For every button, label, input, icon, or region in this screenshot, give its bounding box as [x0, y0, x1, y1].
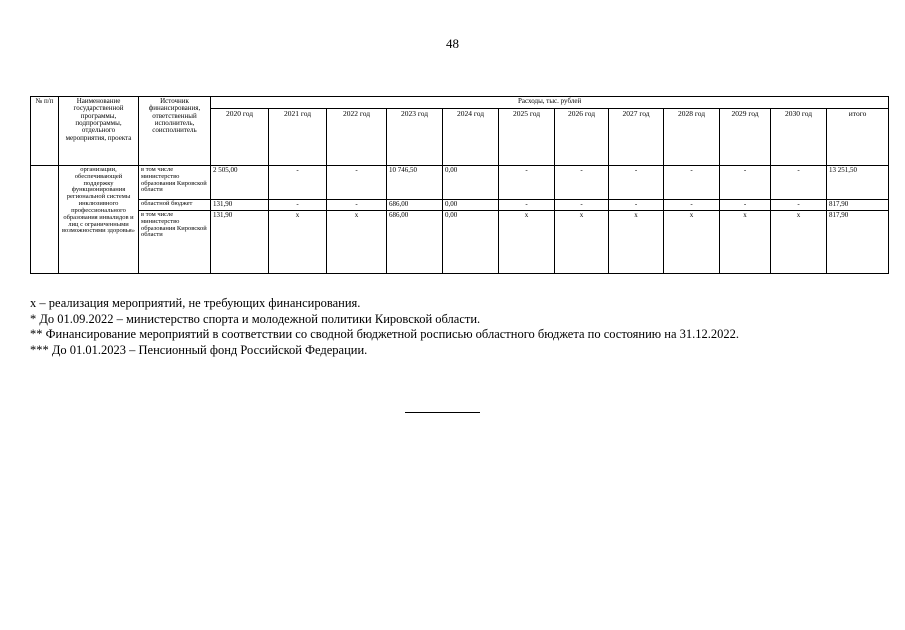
year-header: 2024 год	[443, 109, 499, 166]
year-header: 2021 год	[269, 109, 327, 166]
source-cell: областной бюджет	[139, 200, 211, 211]
value-cell: 686,00	[387, 211, 443, 274]
value-cell: 0,00	[443, 211, 499, 274]
header-num: № п/п	[31, 97, 59, 166]
footnote-3: *** До 01.01.2023 – Пенсионный фонд Российской Федерации.	[30, 342, 368, 357]
value-cell: x	[664, 211, 720, 274]
value-cell: -	[327, 200, 387, 211]
header-expenses: Расходы, тыс. рублей	[211, 97, 889, 109]
total-cell: 817,90	[827, 211, 889, 274]
header-name: Наименование государственной программы, подпрограммы, отдельного мероприятия, проекта	[59, 97, 139, 166]
year-header: 2029 год	[720, 109, 771, 166]
value-cell: -	[609, 166, 664, 200]
table-row	[31, 200, 889, 211]
budget-table	[30, 96, 889, 274]
value-cell: -	[269, 166, 327, 200]
value-cell: -	[609, 200, 664, 211]
value-cell: 0,00	[443, 166, 499, 200]
value-cell: x	[609, 211, 664, 274]
year-header: 2020 год	[211, 109, 269, 166]
value-cell: -	[664, 200, 720, 211]
value-cell: -	[555, 166, 609, 200]
value-cell: x	[771, 211, 827, 274]
value-cell: -	[720, 166, 771, 200]
total-cell: 817,90	[827, 200, 889, 211]
value-cell: 0,00	[443, 200, 499, 211]
value-cell: -	[771, 200, 827, 211]
header-source: Источник финансирования, ответственный исполнитель, соисполнитель	[139, 97, 211, 166]
year-header: 2022 год	[327, 109, 387, 166]
year-header: 2023 год	[387, 109, 443, 166]
num-cell	[31, 166, 59, 274]
year-header: 2030 год	[771, 109, 827, 166]
value-cell: 686,00	[387, 200, 443, 211]
program-name-cell: организации, обеспечивающей поддержку функционирования региональной системы инклюзивного профессионального образования инвалидов и лиц с ограниченными возможностями здоровья»	[59, 166, 139, 274]
value-cell: -	[327, 166, 387, 200]
value-cell: -	[771, 166, 827, 200]
value-cell: -	[499, 200, 555, 211]
source-cell: в том числе министерство образования Кировской области	[139, 211, 211, 274]
year-header: 2027 год	[609, 109, 664, 166]
value-cell: -	[664, 166, 720, 200]
value-cell: x	[720, 211, 771, 274]
table-row	[31, 211, 889, 274]
value-cell: x	[555, 211, 609, 274]
value-cell: x	[269, 211, 327, 274]
value-cell: -	[720, 200, 771, 211]
value-cell: 131,90	[211, 211, 269, 274]
value-cell: 2 505,00	[211, 166, 269, 200]
value-cell: 10 746,50	[387, 166, 443, 200]
value-cell: -	[555, 200, 609, 211]
total-header: итого	[827, 109, 889, 166]
source-cell: в том числе министерство образования Кировской области	[139, 166, 211, 200]
end-divider	[405, 412, 480, 413]
page-number: 48	[446, 36, 459, 51]
footnote-2: ** Финансирование мероприятий в соответствии со сводной бюджетной росписью областного бюджета по состоянию на 31.12.2022.	[30, 327, 739, 341]
footnote-1: * До 01.09.2022 – министерство спорта и молодежной политики Кировской области.	[30, 311, 481, 326]
value-cell: x	[499, 211, 555, 274]
total-cell: 13 251,50	[827, 166, 889, 200]
value-cell: 131,90	[211, 200, 269, 211]
year-header: 2028 год	[664, 109, 720, 166]
value-cell: x	[327, 211, 387, 274]
footnote-x: х – реализация мероприятий, не требующих финансирования.	[30, 296, 361, 310]
value-cell: -	[499, 166, 555, 200]
table-row	[31, 166, 889, 200]
value-cell: -	[269, 200, 327, 211]
year-header: 2026 год	[555, 109, 609, 166]
year-header: 2025 год	[499, 109, 555, 166]
footnotes	[30, 296, 890, 358]
